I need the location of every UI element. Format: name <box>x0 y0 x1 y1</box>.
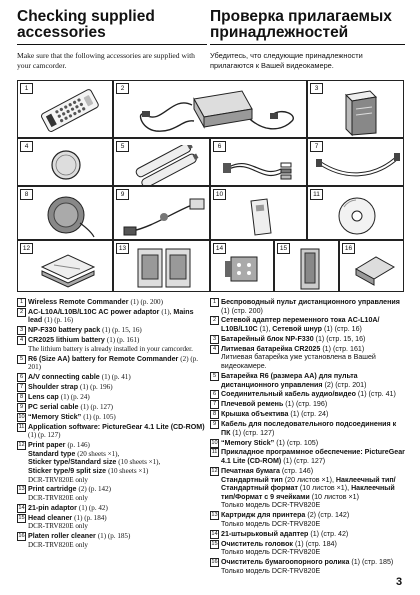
item-number: 15 <box>211 540 218 547</box>
item-text: (1) (стр. 127) <box>232 428 275 437</box>
item-number: 1 <box>210 298 219 307</box>
item-text: 21-pin adaptor <box>28 503 77 512</box>
item-text: (10 листов ×1), <box>299 484 350 493</box>
item-text: (1) (p. 196) <box>80 383 113 392</box>
list-item <box>17 383 207 392</box>
item-text: Standard type <box>28 449 76 458</box>
item-text: Картридж для принтера <box>221 511 306 520</box>
title-rule-russian <box>210 44 405 45</box>
av-cable-icon <box>221 145 305 185</box>
head-cleaner-icon <box>293 247 327 291</box>
item-text: Только модель DCR-TRV820E <box>221 548 321 557</box>
item-number: 4 <box>17 336 26 345</box>
item-text: Только модель DCR-TRV820E <box>221 519 321 528</box>
item-number: 2 <box>17 308 26 317</box>
item-text: Print cartridge <box>28 485 77 494</box>
figure-cell-av-cable <box>210 138 307 186</box>
item-text: (1) (стр. 200) <box>221 306 263 315</box>
item-text: (20 sheets ×1), <box>77 449 120 458</box>
figure-number: 9 <box>116 189 129 200</box>
figure-cell-pc-serial-cable <box>113 186 210 240</box>
title-rule-english <box>17 44 207 45</box>
list-item <box>17 336 207 353</box>
item-number: 2 <box>210 316 219 325</box>
item-text: (1) (стр. 16) <box>323 325 362 334</box>
item-text: AC-L10A/L10B/L10C AC power adaptor <box>28 307 160 316</box>
item-number: 7 <box>210 400 219 409</box>
item-text: (1) (стр. 161) <box>322 344 365 353</box>
item-text: Стандартный тип <box>221 475 283 484</box>
figure-number: 13 <box>116 243 129 254</box>
accessory-list-english <box>17 298 207 551</box>
figure-number: 4 <box>20 141 33 152</box>
item-text: (10 sheets ×1) <box>108 466 149 475</box>
item-text: DCR-TRV820E only <box>28 522 88 531</box>
item-text: (1) (стр. 105) <box>276 438 319 447</box>
item-text: (2) (стр. 142) <box>307 511 350 520</box>
list-item <box>210 298 405 315</box>
print-paper-icon <box>38 249 98 291</box>
item-text: (1) (стр. 41) <box>357 390 396 399</box>
21-pin-adaptor-icon <box>223 251 267 289</box>
item-text: Кабель для последовательного подсоединения к ПК <box>221 420 397 437</box>
item-text: (1), <box>161 307 172 316</box>
print-cartridge-icon <box>132 245 200 291</box>
figure-cell-aa-batteries <box>113 138 210 186</box>
item-number: 16 <box>211 559 218 566</box>
item-text: Sticker type/Standard size <box>28 458 117 467</box>
item-text: 21-штырьковый адаптер <box>221 529 309 538</box>
figure-cell-shoulder-strap <box>307 138 404 186</box>
item-number: 11 <box>18 423 25 430</box>
item-number: 8 <box>17 393 26 402</box>
figure-cell-platen-roller-cleaner <box>339 240 404 292</box>
figure-number: 12 <box>20 243 33 254</box>
ac-adaptor-icon <box>132 85 302 137</box>
figure-cell-print-paper <box>17 240 113 292</box>
item-text: (1) (p. 127) <box>80 402 113 411</box>
item-text: Platen roller cleaner <box>28 532 96 541</box>
item-number: 5 <box>17 355 26 364</box>
figure-number: 15 <box>277 243 290 254</box>
item-text: Очиститель головок <box>221 539 293 548</box>
item-text: Mains lead <box>28 307 194 325</box>
figure-number: 8 <box>20 189 33 200</box>
item-number: 9 <box>210 420 219 429</box>
figure-number: 11 <box>310 189 323 200</box>
item-text: (1) (p. 184) <box>74 513 107 522</box>
figure-cell-lens-cap <box>17 186 113 240</box>
item-text: Сетевой шнур <box>272 325 322 334</box>
list-item <box>17 514 207 531</box>
item-text: A/V connecting cable <box>28 373 100 382</box>
item-number: 15 <box>18 514 25 521</box>
list-item <box>17 423 207 440</box>
item-number: 11 <box>211 449 218 456</box>
item-text: (2) (p. 201) <box>28 354 199 372</box>
list-item <box>210 372 405 389</box>
remote-commander-icon <box>36 89 102 133</box>
item-number: 6 <box>210 390 219 399</box>
list-item <box>210 390 405 399</box>
list-item <box>210 410 405 419</box>
item-number: 12 <box>18 442 25 449</box>
item-number: 4 <box>210 345 219 354</box>
item-text: (1) (стр. 127) <box>283 457 326 466</box>
item-text: (10 sheets ×1), <box>118 458 161 467</box>
figure-cell-head-cleaner <box>274 240 339 292</box>
item-number: 1 <box>17 298 26 307</box>
list-item <box>17 326 207 335</box>
memory-stick-icon <box>245 197 277 237</box>
item-number: 14 <box>18 504 25 511</box>
item-text: CR2025 lithium battery <box>28 336 105 345</box>
item-number: 12 <box>211 467 218 474</box>
figure-number: 6 <box>213 141 226 152</box>
item-number: 3 <box>17 326 26 335</box>
item-text: DCR-TRV820E only <box>28 540 88 549</box>
list-item <box>17 413 207 422</box>
item-number: 7 <box>17 383 26 392</box>
item-text: Соединительный кабель аудио/видео <box>221 390 356 399</box>
item-text: (1) (стр. 184) <box>294 539 337 548</box>
item-number: 5 <box>210 372 219 381</box>
figure-number: 1 <box>20 83 33 94</box>
item-text: (1) (p. 42) <box>78 503 108 512</box>
item-number: 14 <box>211 530 218 537</box>
item-text: (1) (p. 127) <box>28 431 61 440</box>
item-text: Печатная бумага <box>221 466 280 475</box>
item-text: (2) (p. 142) <box>78 485 111 494</box>
figure-cell-21-pin-adaptor <box>210 240 274 292</box>
item-number: 13 <box>211 512 218 519</box>
item-text: Литиевая батарейка уже установлена в Вашей видеокамере. <box>221 353 376 371</box>
item-text: (1) (p. 105) <box>83 412 116 421</box>
list-item <box>210 316 405 333</box>
item-text: (1) (p. 161) <box>106 336 140 345</box>
item-number: 16 <box>18 533 25 540</box>
item-text: Очиститель бумагоопорного ролика <box>221 558 350 567</box>
page-number: 3 <box>396 576 403 588</box>
figure-number: 16 <box>342 243 355 254</box>
list-item <box>17 393 207 402</box>
item-text: (10 листов ×1) <box>311 492 359 501</box>
list-item <box>210 558 405 575</box>
item-text: Крышка объектива <box>221 410 289 419</box>
cd-rom-icon <box>334 193 380 239</box>
figure-number: 14 <box>213 243 226 254</box>
lens-cap-icon <box>40 193 96 239</box>
item-text: Прикладное программное обеспечение: PictureGear 4.1 Lite (CD-ROM) <box>221 448 405 466</box>
figure-cell-lithium-battery <box>17 138 113 186</box>
item-text: The lithium battery is already installed in your camcorder. <box>28 344 193 353</box>
item-text: R6 (Size AA) battery for Remote Commander <box>28 354 179 363</box>
item-text: (1) (стр. 24) <box>290 410 329 419</box>
item-text: (1) (стр. 185) <box>351 558 394 567</box>
list-item <box>210 511 405 528</box>
list-item <box>210 420 405 437</box>
item-text: Наклеечный тип/Стандартный формат <box>221 475 396 493</box>
item-text: Lens cap <box>28 393 59 402</box>
item-text: Литиевая батарейка CR2025 <box>221 344 321 353</box>
list-item <box>17 532 207 549</box>
item-text: PC serial cable <box>28 402 79 411</box>
item-text: Плечевой ремень <box>221 400 284 409</box>
accessories-figure-grid <box>17 80 404 292</box>
item-text: Батарейный блок NP-F330 <box>221 334 314 343</box>
item-text: Print paper <box>28 441 66 450</box>
item-text: (1) (p. 24) <box>60 393 90 402</box>
intro-english: Make sure that the following accessories are supplied with your camcorder. <box>17 51 195 70</box>
accessory-list-russian <box>210 298 405 577</box>
item-text: (1) (стр. 15, 16) <box>315 334 366 343</box>
item-text: (1) (стр. 42) <box>310 529 349 538</box>
item-text: Только модель DCR-TRV820E <box>221 566 321 575</box>
item-text: DCR-TRV820E only <box>28 494 88 503</box>
figure-number: 3 <box>310 83 323 94</box>
list-item <box>210 335 405 344</box>
list-item <box>210 448 405 465</box>
item-text: (стр. 146) <box>281 466 314 475</box>
item-text: (1), <box>259 325 271 334</box>
list-item <box>17 298 207 307</box>
pc-serial-cable-icon <box>122 193 208 239</box>
list-item <box>17 403 207 412</box>
item-number: 9 <box>17 403 26 412</box>
list-item <box>17 504 207 513</box>
list-item <box>210 400 405 409</box>
list-item <box>17 485 207 502</box>
list-item <box>17 308 207 325</box>
title-english: Checking supplied accessories <box>17 8 155 41</box>
list-item <box>210 467 405 510</box>
item-text: Беспроводный пульт дистанционного управления <box>221 298 400 306</box>
item-text: Наклеечный тип/Формат с 9 ячейками <box>221 484 395 501</box>
figure-number: 5 <box>116 141 129 152</box>
figure-cell-battery-pack <box>307 80 404 138</box>
item-number: 6 <box>17 373 26 382</box>
item-text: (20 листов ×1), <box>284 475 334 484</box>
item-text: Application software: PictureGear 4.1 Lite (CD-ROM) <box>28 422 205 431</box>
item-text: “Memory Stick” <box>28 412 82 421</box>
intro-russian: Убедитесь, что следующие принадлежности прилагаются к Вашей видеокамере. <box>210 51 363 70</box>
figure-cell-memory-stick <box>210 186 307 240</box>
list-item <box>210 439 405 448</box>
item-number: 10 <box>211 439 218 446</box>
list-item <box>210 345 405 371</box>
list-item <box>17 373 207 382</box>
item-text: (2) (стр. 201) <box>324 380 367 389</box>
figure-cell-cd-rom <box>307 186 404 240</box>
item-text: DCR-TRV820E only <box>28 475 88 484</box>
figure-cell-ac-adaptor <box>113 80 307 138</box>
shoulder-strap-icon <box>314 145 402 185</box>
item-text: (1) (p. 16) <box>44 316 74 325</box>
figure-cell-print-cartridge <box>113 240 210 292</box>
item-text: (1) (p. 200) <box>130 298 163 306</box>
item-text: Батарейка R6 (размера AA) для пульта дистанционного управления <box>221 371 358 389</box>
item-number: 3 <box>210 335 219 344</box>
item-text: NP-F330 battery pack <box>28 326 101 335</box>
item-text: “Memory Stick” <box>221 438 275 447</box>
item-text: Сетевой адаптер переменного тока AC-L10A/ L10B/L10C <box>221 316 380 334</box>
item-text: (1) (p. 15, 16) <box>102 326 142 335</box>
item-text: Head cleaner <box>28 513 73 522</box>
figure-number: 7 <box>310 141 323 152</box>
item-number: 10 <box>18 413 25 420</box>
item-number: 13 <box>18 486 25 493</box>
item-text: (1) (стр. 196) <box>285 400 328 409</box>
list-item <box>210 540 405 557</box>
list-item <box>210 530 405 539</box>
item-text: (1) (p. 185) <box>97 532 131 541</box>
list-item <box>17 355 207 372</box>
figure-cell-remote <box>17 80 113 138</box>
title-russian: Проверка прилагаемых принадлежностей <box>210 8 392 41</box>
item-text: Sticker type/9 split size <box>28 466 107 475</box>
item-text: Wireless Remote Commander <box>28 298 129 306</box>
item-text: Только модель DCR-TRV820E <box>221 501 321 510</box>
figure-number: 2 <box>116 83 129 94</box>
battery-pack-icon <box>336 87 386 137</box>
item-text: (1) (p. 41) <box>101 373 131 382</box>
item-number: 8 <box>210 410 219 419</box>
figure-number: 10 <box>213 189 226 200</box>
item-text: (p. 146) <box>67 441 90 450</box>
aa-batteries-icon <box>128 145 204 185</box>
list-item <box>17 441 207 484</box>
item-text: Shoulder strap <box>28 383 79 392</box>
platen-roller-cleaner-icon <box>352 251 396 289</box>
lithium-battery-icon <box>48 147 84 183</box>
